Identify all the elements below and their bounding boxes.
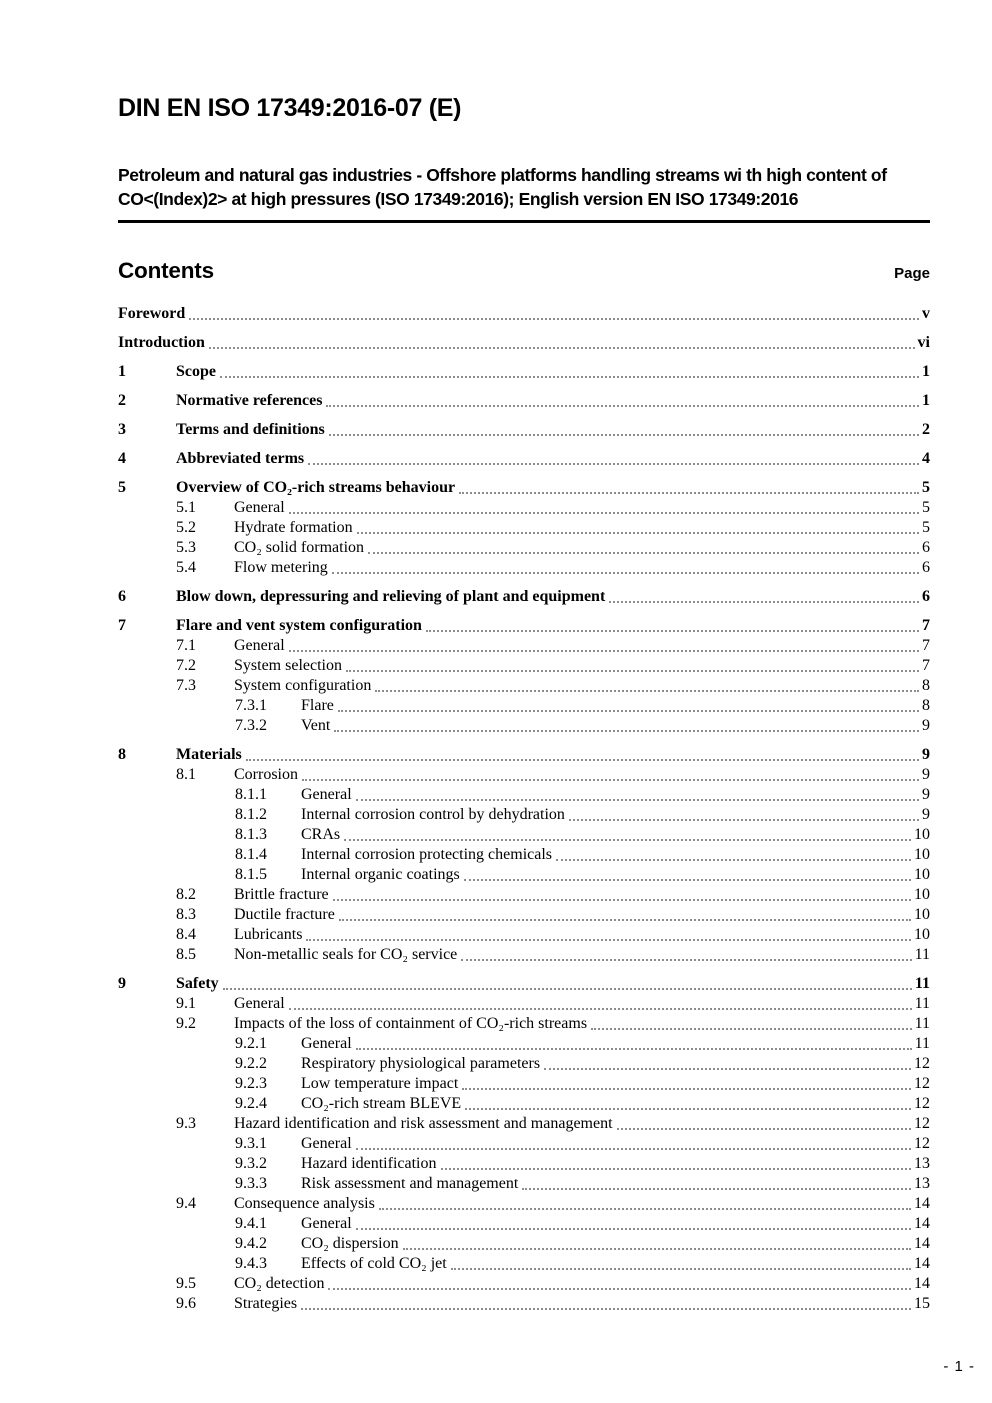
toc-entry-9.2[interactable] <box>118 1014 930 1034</box>
toc-entry-9.4.2[interactable] <box>118 1234 930 1254</box>
toc-entry-title: Normative references <box>176 392 323 409</box>
toc-entry-title: Introduction <box>118 334 205 351</box>
toc-entry-title: General <box>301 786 352 803</box>
dot-leader <box>332 572 919 574</box>
toc-entry-9.5[interactable] <box>118 1274 930 1294</box>
toc-entry-9.2.3[interactable] <box>118 1074 930 1094</box>
dot-leader <box>356 799 919 801</box>
toc-entry-page: 9 <box>922 717 930 734</box>
toc-entry-3[interactable] <box>118 420 930 440</box>
toc-entry-number: 9.2.1 <box>235 1035 267 1052</box>
toc-entry-page: 6 <box>922 539 930 556</box>
contents-heading: Contents <box>118 258 214 283</box>
toc-entry-title: Safety <box>176 975 219 992</box>
toc-entry-number: 8.1.3 <box>235 826 267 843</box>
toc-entry-9.4.3[interactable] <box>118 1254 930 1274</box>
toc-entry-number: 5 <box>118 479 126 496</box>
dot-leader <box>328 1288 911 1290</box>
toc-entry-9.2.4[interactable] <box>118 1094 930 1114</box>
toc-entry-page: 9 <box>922 806 930 823</box>
toc-entry-page: 14 <box>914 1215 930 1232</box>
toc-entry-number: 8.1.4 <box>235 846 267 863</box>
contents-header <box>118 258 930 284</box>
toc-entry-number: 8.1.1 <box>235 786 267 803</box>
toc-entry-1[interactable] <box>118 362 930 382</box>
toc-entry-5.3[interactable] <box>118 538 930 558</box>
toc-entry-number: 8.5 <box>176 946 196 963</box>
toc-entry-7.2[interactable] <box>118 656 930 676</box>
dot-leader <box>544 1068 911 1070</box>
toc-entry-title: Vent <box>301 717 331 734</box>
dot-leader <box>356 1228 911 1230</box>
toc-entry-page: 11 <box>914 1015 930 1032</box>
toc-entry-title: Flare <box>301 697 334 714</box>
dot-leader <box>246 759 919 761</box>
dot-leader <box>426 630 919 632</box>
dot-leader <box>459 492 919 494</box>
dot-leader <box>356 1148 911 1150</box>
toc-entry-title: Hazard identification <box>301 1155 437 1172</box>
toc-entry-5.1[interactable] <box>118 498 930 518</box>
toc-entry-page: 5 <box>922 519 930 536</box>
toc-entry-8.2[interactable] <box>118 885 930 905</box>
toc-entry-page: 13 <box>914 1175 930 1192</box>
toc-entry-page: 10 <box>914 826 930 843</box>
toc-entry-number: 7 <box>118 617 126 634</box>
toc-entry-title: Lubricants <box>234 926 303 943</box>
dot-leader <box>333 899 911 901</box>
dot-leader <box>189 318 919 320</box>
page-column-label: Page <box>894 265 930 282</box>
toc-entry-title: Hydrate formation <box>234 519 353 536</box>
toc-entry-9.1[interactable] <box>118 994 930 1014</box>
dot-leader <box>461 959 911 961</box>
toc-entry-number: 3 <box>118 421 126 438</box>
toc-entry-page: 7 <box>922 637 930 654</box>
toc-entry-7.1[interactable] <box>118 636 930 656</box>
dot-leader <box>451 1268 911 1270</box>
toc-entry-page: 14 <box>914 1195 930 1212</box>
toc-entry-9.3[interactable] <box>118 1114 930 1134</box>
toc-entry-8.3[interactable] <box>118 905 930 925</box>
toc-entry-title: Hazard identification and risk assessment and management <box>234 1115 613 1132</box>
toc-entry-page: 6 <box>922 588 930 605</box>
toc-entry-page: 12 <box>914 1095 930 1112</box>
toc-entry-title: Abbreviated terms <box>176 450 305 467</box>
toc-list <box>118 304 930 1314</box>
toc-entry-5.2[interactable] <box>118 518 930 538</box>
toc-entry-title: Blow down, depressuring and relieving of plant and equipment <box>176 588 606 605</box>
toc-entry-number: 8.4 <box>176 926 196 943</box>
dot-leader <box>379 1208 911 1210</box>
toc-entry-page: 10 <box>914 886 930 903</box>
toc-entry-page: 8 <box>922 697 930 714</box>
dot-leader <box>289 650 919 652</box>
toc-entry-7.3[interactable] <box>118 676 930 696</box>
toc-entry-title: Flare and vent system configuration <box>176 617 422 634</box>
toc-entry-title: Risk assessment and management <box>301 1175 519 1192</box>
toc-entry-page: 2 <box>922 421 930 438</box>
toc-entry-page: 11 <box>914 946 930 963</box>
toc-entry-foreword[interactable] <box>118 304 930 324</box>
dot-leader <box>209 347 915 349</box>
dot-leader <box>464 879 911 881</box>
toc-entry-page: 12 <box>914 1115 930 1132</box>
toc-entry-number: 4 <box>118 450 126 467</box>
toc-entry-8.5[interactable] <box>118 945 930 965</box>
toc-entry-page: 12 <box>914 1135 930 1152</box>
toc-entry-9[interactable] <box>118 974 930 994</box>
toc-entry-page: 6 <box>922 559 930 576</box>
toc-entry-introduction[interactable] <box>118 333 930 353</box>
toc-entry-page: 11 <box>914 975 930 992</box>
toc-entry-page: 10 <box>914 906 930 923</box>
toc-entry-9.3.3[interactable] <box>118 1174 930 1194</box>
toc-entry-title: Brittle fracture <box>234 886 329 903</box>
toc-entry-number: 1 <box>118 363 126 380</box>
dot-leader <box>441 1168 912 1170</box>
toc-entry-8.1.2[interactable] <box>118 805 930 825</box>
toc-entry-number: 5.1 <box>176 499 196 516</box>
toc-entry-8.4[interactable] <box>118 925 930 945</box>
toc-entry-page: 15 <box>914 1295 930 1312</box>
toc-entry-number: 9.4.1 <box>235 1215 267 1232</box>
toc-entry-page: 9 <box>922 786 930 803</box>
toc-entry-number: 6 <box>118 588 126 605</box>
toc-entry-page: 1 <box>922 363 930 380</box>
dot-leader <box>301 1308 911 1310</box>
toc-entry-title: Low temperature impact <box>301 1075 459 1092</box>
dot-leader <box>329 434 919 436</box>
toc-entry-page: 12 <box>914 1055 930 1072</box>
toc-entry-5.4[interactable] <box>118 558 930 578</box>
toc-entry-title: Consequence analysis <box>234 1195 375 1212</box>
toc-entry-number: 9.3.3 <box>235 1175 267 1192</box>
toc-entry-page: 10 <box>914 866 930 883</box>
toc-entry-page: 14 <box>914 1235 930 1252</box>
toc-entry-title: General <box>301 1035 352 1052</box>
toc-entry-page: 14 <box>914 1275 930 1292</box>
dot-leader <box>403 1248 911 1250</box>
toc-entry-4[interactable] <box>118 449 930 469</box>
toc-entry-page: 9 <box>922 746 930 763</box>
toc-entry-title: Internal corrosion control by dehydration <box>301 806 565 823</box>
toc-entry-title: Effects of cold CO₂ jet <box>301 1255 447 1272</box>
toc-entry-page: v <box>922 305 930 322</box>
dot-leader <box>326 405 919 407</box>
toc-entry-title: Internal organic coatings <box>301 866 460 883</box>
toc-entry-9.6[interactable] <box>118 1294 930 1314</box>
toc-entry-8.1.4[interactable] <box>118 845 930 865</box>
toc-entry-number: 9.1 <box>176 995 196 1012</box>
toc-entry-2[interactable] <box>118 391 930 411</box>
toc-entry-title: Impacts of the loss of containment of CO₂-rich streams <box>234 1015 588 1032</box>
dot-leader <box>569 819 919 821</box>
toc-entry-number: 8.1 <box>176 766 196 783</box>
dot-leader <box>334 730 919 732</box>
dot-leader <box>289 1008 912 1010</box>
toc-entry-7.3.1[interactable] <box>118 696 930 716</box>
toc-entry-title: CO₂ detection <box>234 1275 325 1292</box>
toc-entry-page: 13 <box>914 1155 930 1172</box>
toc-entry-number: 8.3 <box>176 906 196 923</box>
toc-entry-8.1.1[interactable] <box>118 785 930 805</box>
dot-leader <box>344 839 911 841</box>
toc-entry-number: 5.2 <box>176 519 196 536</box>
toc-entry-page: 5 <box>922 499 930 516</box>
toc-entry-title: System selection <box>234 657 342 674</box>
dot-leader <box>462 1088 911 1090</box>
toc-entry-title: Materials <box>176 746 242 763</box>
toc-entry-title: Strategies <box>234 1295 298 1312</box>
toc-entry-page: 10 <box>914 926 930 943</box>
toc-entry-number: 7.3.2 <box>235 717 267 734</box>
dot-leader <box>223 988 912 990</box>
page-number-footer: - 1 - <box>943 1358 975 1375</box>
toc-entry-title: Scope <box>176 363 216 380</box>
document-subtitle: Petroleum and natural gas industries - Offshore platforms handling streams wi th high content of CO<(Index)2> at high pressures (ISO 17349:2016); English version EN ISO 17349:2016 <box>118 163 930 223</box>
toc-entry-title: Internal corrosion protecting chemicals <box>301 846 553 863</box>
toc-entry-number: 8.2 <box>176 886 196 903</box>
toc-entry-8.1.5[interactable] <box>118 865 930 885</box>
toc-entry-title: Foreword <box>118 305 186 322</box>
toc-entry-number: 9.4 <box>176 1195 196 1212</box>
toc-entry-number: 9.2.3 <box>235 1075 267 1092</box>
toc-entry-9.2.2[interactable] <box>118 1054 930 1074</box>
toc-entry-page: 11 <box>914 1035 930 1052</box>
dot-leader <box>220 376 919 378</box>
toc-entry-9.2.1[interactable] <box>118 1034 930 1054</box>
toc-entry-number: 9.3.1 <box>235 1135 267 1152</box>
toc-entry-page: 1 <box>922 392 930 409</box>
toc-entry-title: Ductile fracture <box>234 906 335 923</box>
toc-entry-title: General <box>301 1215 352 1232</box>
toc-entry-page: 12 <box>914 1075 930 1092</box>
toc-entry-title: CO₂-rich stream BLEVE <box>301 1095 462 1112</box>
toc-entry-title: General <box>234 499 285 516</box>
toc-entry-title: General <box>301 1135 352 1152</box>
toc-entry-title: CO₂ solid formation <box>234 539 365 556</box>
document-title: DIN EN ISO 17349:2016-07 (E) <box>118 94 462 122</box>
toc-entry-title: Respiratory physiological parameters <box>301 1055 541 1072</box>
toc-entry-8[interactable] <box>118 745 930 765</box>
toc-entry-title: Non-metallic seals for CO₂ service <box>234 946 458 963</box>
dot-leader <box>308 463 919 465</box>
toc-entry-number: 8.1.2 <box>235 806 267 823</box>
dot-leader <box>357 532 919 534</box>
dot-leader <box>617 1128 911 1130</box>
toc-entry-page: 7 <box>922 617 930 634</box>
toc-entry-number: 9.5 <box>176 1275 196 1292</box>
toc-entry-page: 11 <box>914 995 930 1012</box>
toc-entry-number: 5.3 <box>176 539 196 556</box>
toc-entry-number: 7.1 <box>176 637 196 654</box>
dot-leader <box>609 601 919 603</box>
toc-entry-page: 7 <box>922 657 930 674</box>
toc-entry-number: 9 <box>118 975 126 992</box>
toc-entry-title: General <box>234 637 285 654</box>
toc-entry-number: 9.4.3 <box>235 1255 267 1272</box>
toc-entry-6[interactable] <box>118 587 930 607</box>
toc-entry-number: 8.1.5 <box>235 866 267 883</box>
toc-entry-8.1.3[interactable] <box>118 825 930 845</box>
toc-entry-title: General <box>234 995 285 1012</box>
dot-leader <box>356 1048 912 1050</box>
toc-entry-9.4[interactable] <box>118 1194 930 1214</box>
dot-leader <box>339 919 911 921</box>
toc-entry-page: 5 <box>922 479 930 496</box>
toc-entry-title: Overview of CO₂-rich streams behaviour <box>176 479 456 496</box>
toc-entry-page: 4 <box>922 450 930 467</box>
toc-entry-7[interactable] <box>118 616 930 636</box>
toc-entry-title: System configuration <box>234 677 372 694</box>
toc-entry-number: 9.2.2 <box>235 1055 267 1072</box>
toc-entry-title: CO₂ dispersion <box>301 1235 399 1252</box>
dot-leader <box>289 512 919 514</box>
toc-entry-9.4.1[interactable] <box>118 1214 930 1234</box>
toc-entry-number: 7.3.1 <box>235 697 267 714</box>
toc-entry-title: CRAs <box>301 826 341 843</box>
dot-leader <box>465 1108 911 1110</box>
toc-entry-title: Flow metering <box>234 559 328 576</box>
toc-entry-number: 9.6 <box>176 1295 196 1312</box>
dot-leader <box>368 552 919 554</box>
toc-entry-number: 7.3 <box>176 677 196 694</box>
dot-leader <box>346 670 919 672</box>
toc-entry-number: 9.3 <box>176 1115 196 1132</box>
dot-leader <box>302 779 919 781</box>
toc-entry-number: 8 <box>118 746 126 763</box>
toc-entry-7.3.2[interactable] <box>118 716 930 736</box>
toc-entry-title: Terms and definitions <box>176 421 325 438</box>
dot-leader <box>591 1028 912 1030</box>
toc-entry-page: vi <box>917 334 930 351</box>
toc-entry-page: 10 <box>914 846 930 863</box>
toc-entry-title: Corrosion <box>234 766 298 783</box>
toc-entry-number: 9.2 <box>176 1015 196 1032</box>
toc-entry-9.3.2[interactable] <box>118 1154 930 1174</box>
dot-leader <box>556 859 911 861</box>
dot-leader <box>338 710 919 712</box>
dot-leader <box>522 1188 911 1190</box>
toc-entry-9.3.1[interactable] <box>118 1134 930 1154</box>
dot-leader <box>375 690 919 692</box>
toc-entry-number: 5.4 <box>176 559 196 576</box>
toc-entry-page: 14 <box>914 1255 930 1272</box>
toc-entry-8.1[interactable] <box>118 765 930 785</box>
toc-entry-page: 9 <box>922 766 930 783</box>
toc-entry-number: 2 <box>118 392 126 409</box>
toc-entry-number: 9.4.2 <box>235 1235 267 1252</box>
dot-leader <box>306 939 911 941</box>
toc-entry-page: 8 <box>922 677 930 694</box>
toc-entry-number: 9.2.4 <box>235 1095 267 1112</box>
toc-entry-number: 9.3.2 <box>235 1155 267 1172</box>
toc-entry-5[interactable] <box>118 478 930 498</box>
toc-entry-number: 7.2 <box>176 657 196 674</box>
